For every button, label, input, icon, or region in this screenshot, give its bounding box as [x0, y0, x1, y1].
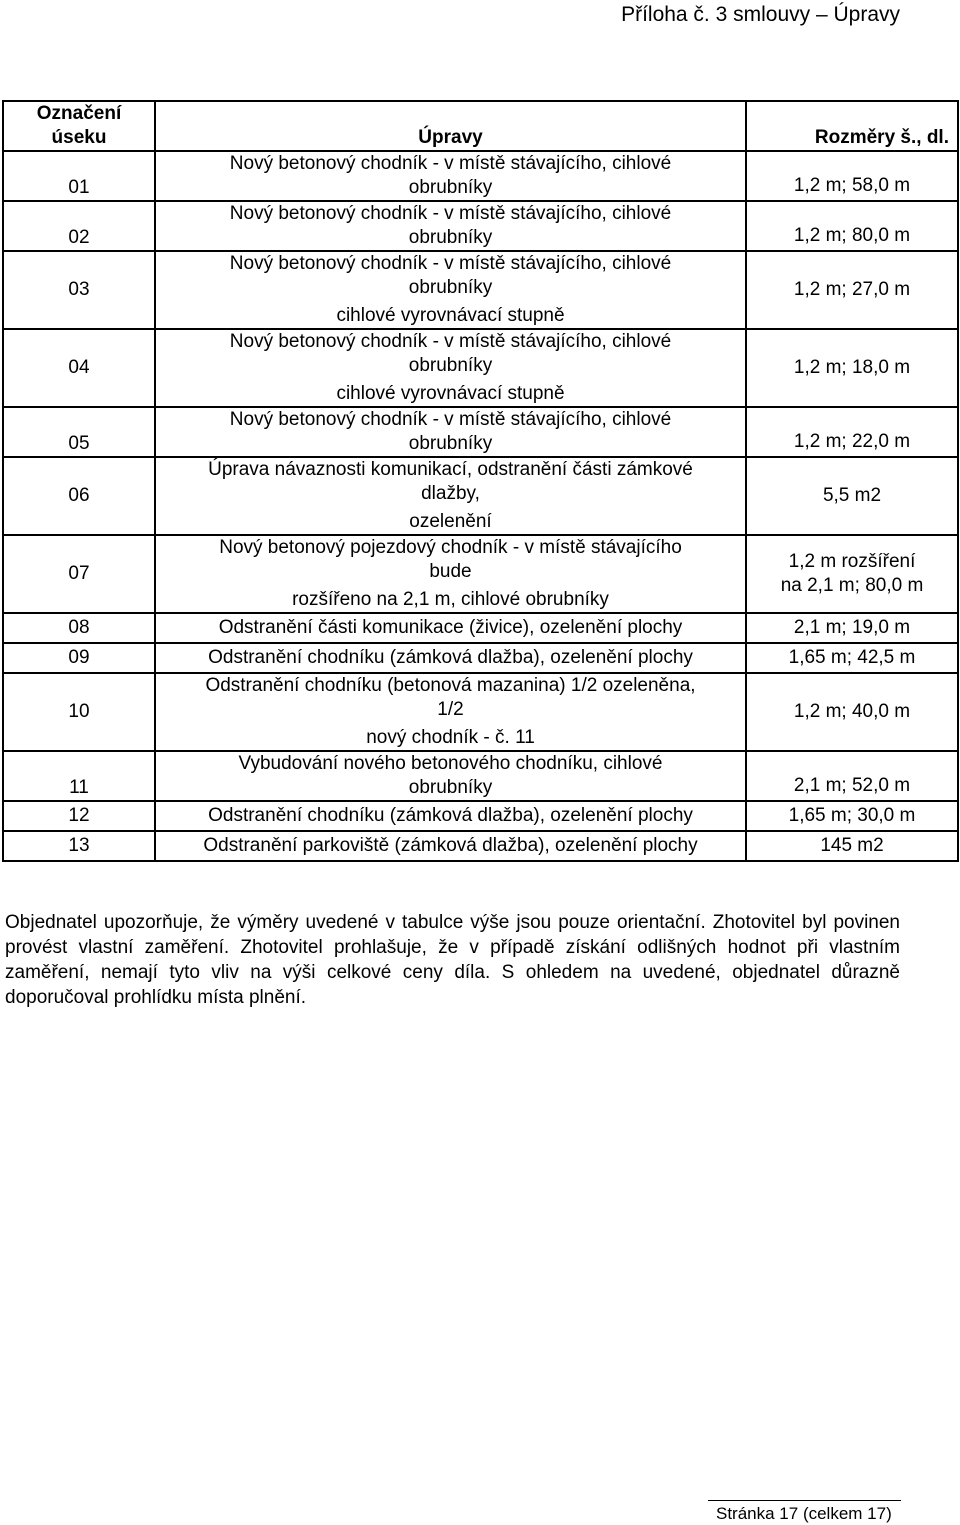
description-line: obrubníky	[408, 777, 493, 798]
footer-divider	[708, 1500, 901, 1501]
table-row	[3, 831, 958, 861]
description-line: Odstranění chodníku (zámková dlažba), ozelenění plochy	[208, 805, 693, 826]
description-line: obrubníky	[408, 227, 493, 248]
row-description	[155, 831, 746, 861]
row-code: 06	[3, 457, 155, 535]
row-description	[155, 407, 746, 457]
column-header-size: Rozměry š., dl.	[746, 101, 958, 151]
table-row	[3, 751, 958, 801]
row-code: 08	[3, 613, 155, 643]
row-code: 02	[3, 201, 155, 251]
row-description	[155, 751, 746, 801]
page-number: Stránka 17 (celkem 17)	[716, 1504, 892, 1523]
description-line: Nový betonový pojezdový chodník - v místě stávajícího	[219, 537, 682, 558]
row-description	[155, 535, 746, 613]
row-description	[155, 613, 746, 643]
row-size	[746, 801, 958, 831]
description-line: obrubníky	[408, 177, 493, 198]
column-header-description: Úpravy	[155, 101, 746, 151]
row-code: 13	[3, 831, 155, 861]
table-row	[3, 457, 958, 535]
description-line: Nový betonový chodník - v místě stávajícího, cihlové	[229, 409, 672, 430]
description-line: Úprava návaznosti komunikací, odstranění části zámkové	[208, 459, 693, 480]
description-line: Odstranění chodníku (betonová mazanina) 1/2 ozeleněna,	[205, 675, 696, 696]
table-row	[3, 613, 958, 643]
row-code: 09	[3, 643, 155, 673]
size-line: 5,5 m2	[822, 485, 882, 506]
size-line: 1,2 m; 80,0 m	[793, 225, 911, 246]
size-line: na 2,1 m; 80,0 m	[780, 575, 924, 596]
description-line: dlažby,	[421, 483, 480, 504]
size-line: 1,65 m; 42,5 m	[788, 647, 916, 668]
size-line: 1,2 m; 18,0 m	[793, 357, 911, 378]
row-size	[746, 673, 958, 751]
row-description	[155, 673, 746, 751]
row-code: 01	[3, 151, 155, 201]
description-line: Vybudování nového betonového chodníku, cihlové	[238, 753, 663, 774]
row-size	[746, 831, 958, 861]
description-line: bude	[429, 561, 472, 582]
size-line: 1,65 m; 30,0 m	[788, 805, 916, 826]
modifications-table	[2, 100, 959, 862]
row-code: 12	[3, 801, 155, 831]
column-header-code: Označení úseku	[3, 101, 155, 151]
row-code: 11	[3, 751, 155, 801]
row-size	[746, 407, 958, 457]
description-line: Odstranění parkoviště (zámková dlažba), ozelenění plochy	[203, 835, 698, 856]
row-size	[746, 751, 958, 801]
description-line: Odstranění chodníku (zámková dlažba), ozelenění plochy	[208, 647, 693, 668]
row-size	[746, 613, 958, 643]
page-header: Příloha č. 3 smlouvy – Úpravy	[621, 3, 900, 26]
size-line: 1,2 m; 22,0 m	[793, 431, 911, 452]
table-row	[3, 535, 958, 613]
row-description	[155, 201, 746, 251]
description-line: Nový betonový chodník - v místě stávajícího, cihlové	[229, 153, 672, 174]
row-size	[746, 643, 958, 673]
table-row	[3, 673, 958, 751]
row-description	[155, 329, 746, 407]
size-line: 2,1 m; 52,0 m	[793, 775, 911, 796]
table-row	[3, 643, 958, 673]
description-line: Nový betonový chodník - v místě stávajícího, cihlové	[229, 203, 672, 224]
size-line: 1,2 m rozšíření	[788, 551, 916, 572]
row-description	[155, 251, 746, 329]
size-line: 1,2 m; 27,0 m	[793, 279, 911, 300]
description-subline: cihlové vyrovnávací stupně	[336, 305, 565, 326]
description-subline: cihlové vyrovnávací stupně	[336, 383, 565, 404]
row-size	[746, 251, 958, 329]
description-line: Nový betonový chodník - v místě stávajícího, cihlové	[229, 253, 672, 274]
row-description	[155, 801, 746, 831]
table-row	[3, 801, 958, 831]
row-code: 04	[3, 329, 155, 407]
description-line: 1/2	[437, 699, 464, 720]
table-header-row	[3, 101, 958, 151]
row-code: 10	[3, 673, 155, 751]
row-description	[155, 151, 746, 201]
size-line: 145 m2	[820, 835, 884, 856]
row-size	[746, 151, 958, 201]
row-code: 07	[3, 535, 155, 613]
description-line: Odstranění části komunikace (živice), ozelenění plochy	[218, 617, 683, 638]
note-paragraph: Objednatel upozorňuje, že výměry uvedené v tabulce výše jsou pouze orientační. Zhotovitel byl povinen provést vlastní zaměření. Zhotovitel prohlašuje, že v případě získání odlišných hodnot při vlastním zaměření, nemají tyto vliv na výši celkové ceny díla. S ohledem na uvedené, objednatel důrazně doporučoval prohlídku místa plnění.	[5, 912, 900, 1008]
size-line: 1,2 m; 58,0 m	[793, 175, 911, 196]
row-code: 05	[3, 407, 155, 457]
description-line: obrubníky	[408, 355, 493, 376]
row-size	[746, 201, 958, 251]
description-line: obrubníky	[408, 277, 493, 298]
row-size	[746, 457, 958, 535]
row-size	[746, 329, 958, 407]
table-row	[3, 201, 958, 251]
row-description	[155, 457, 746, 535]
row-code: 03	[3, 251, 155, 329]
row-description	[155, 643, 746, 673]
description-subline: nový chodník - č. 11	[366, 727, 535, 748]
description-line: Nový betonový chodník - v místě stávajícího, cihlové	[229, 331, 672, 352]
table-row	[3, 329, 958, 407]
description-line: obrubníky	[408, 433, 493, 454]
table-row	[3, 251, 958, 329]
row-size	[746, 535, 958, 613]
size-line: 2,1 m; 19,0 m	[793, 617, 911, 638]
description-subline: rozšířeno na 2,1 m, cihlové obrubníky	[292, 589, 609, 610]
description-subline: ozelenění	[409, 511, 492, 532]
table-row	[3, 407, 958, 457]
table-row	[3, 151, 958, 201]
size-line: 1,2 m; 40,0 m	[793, 701, 911, 722]
